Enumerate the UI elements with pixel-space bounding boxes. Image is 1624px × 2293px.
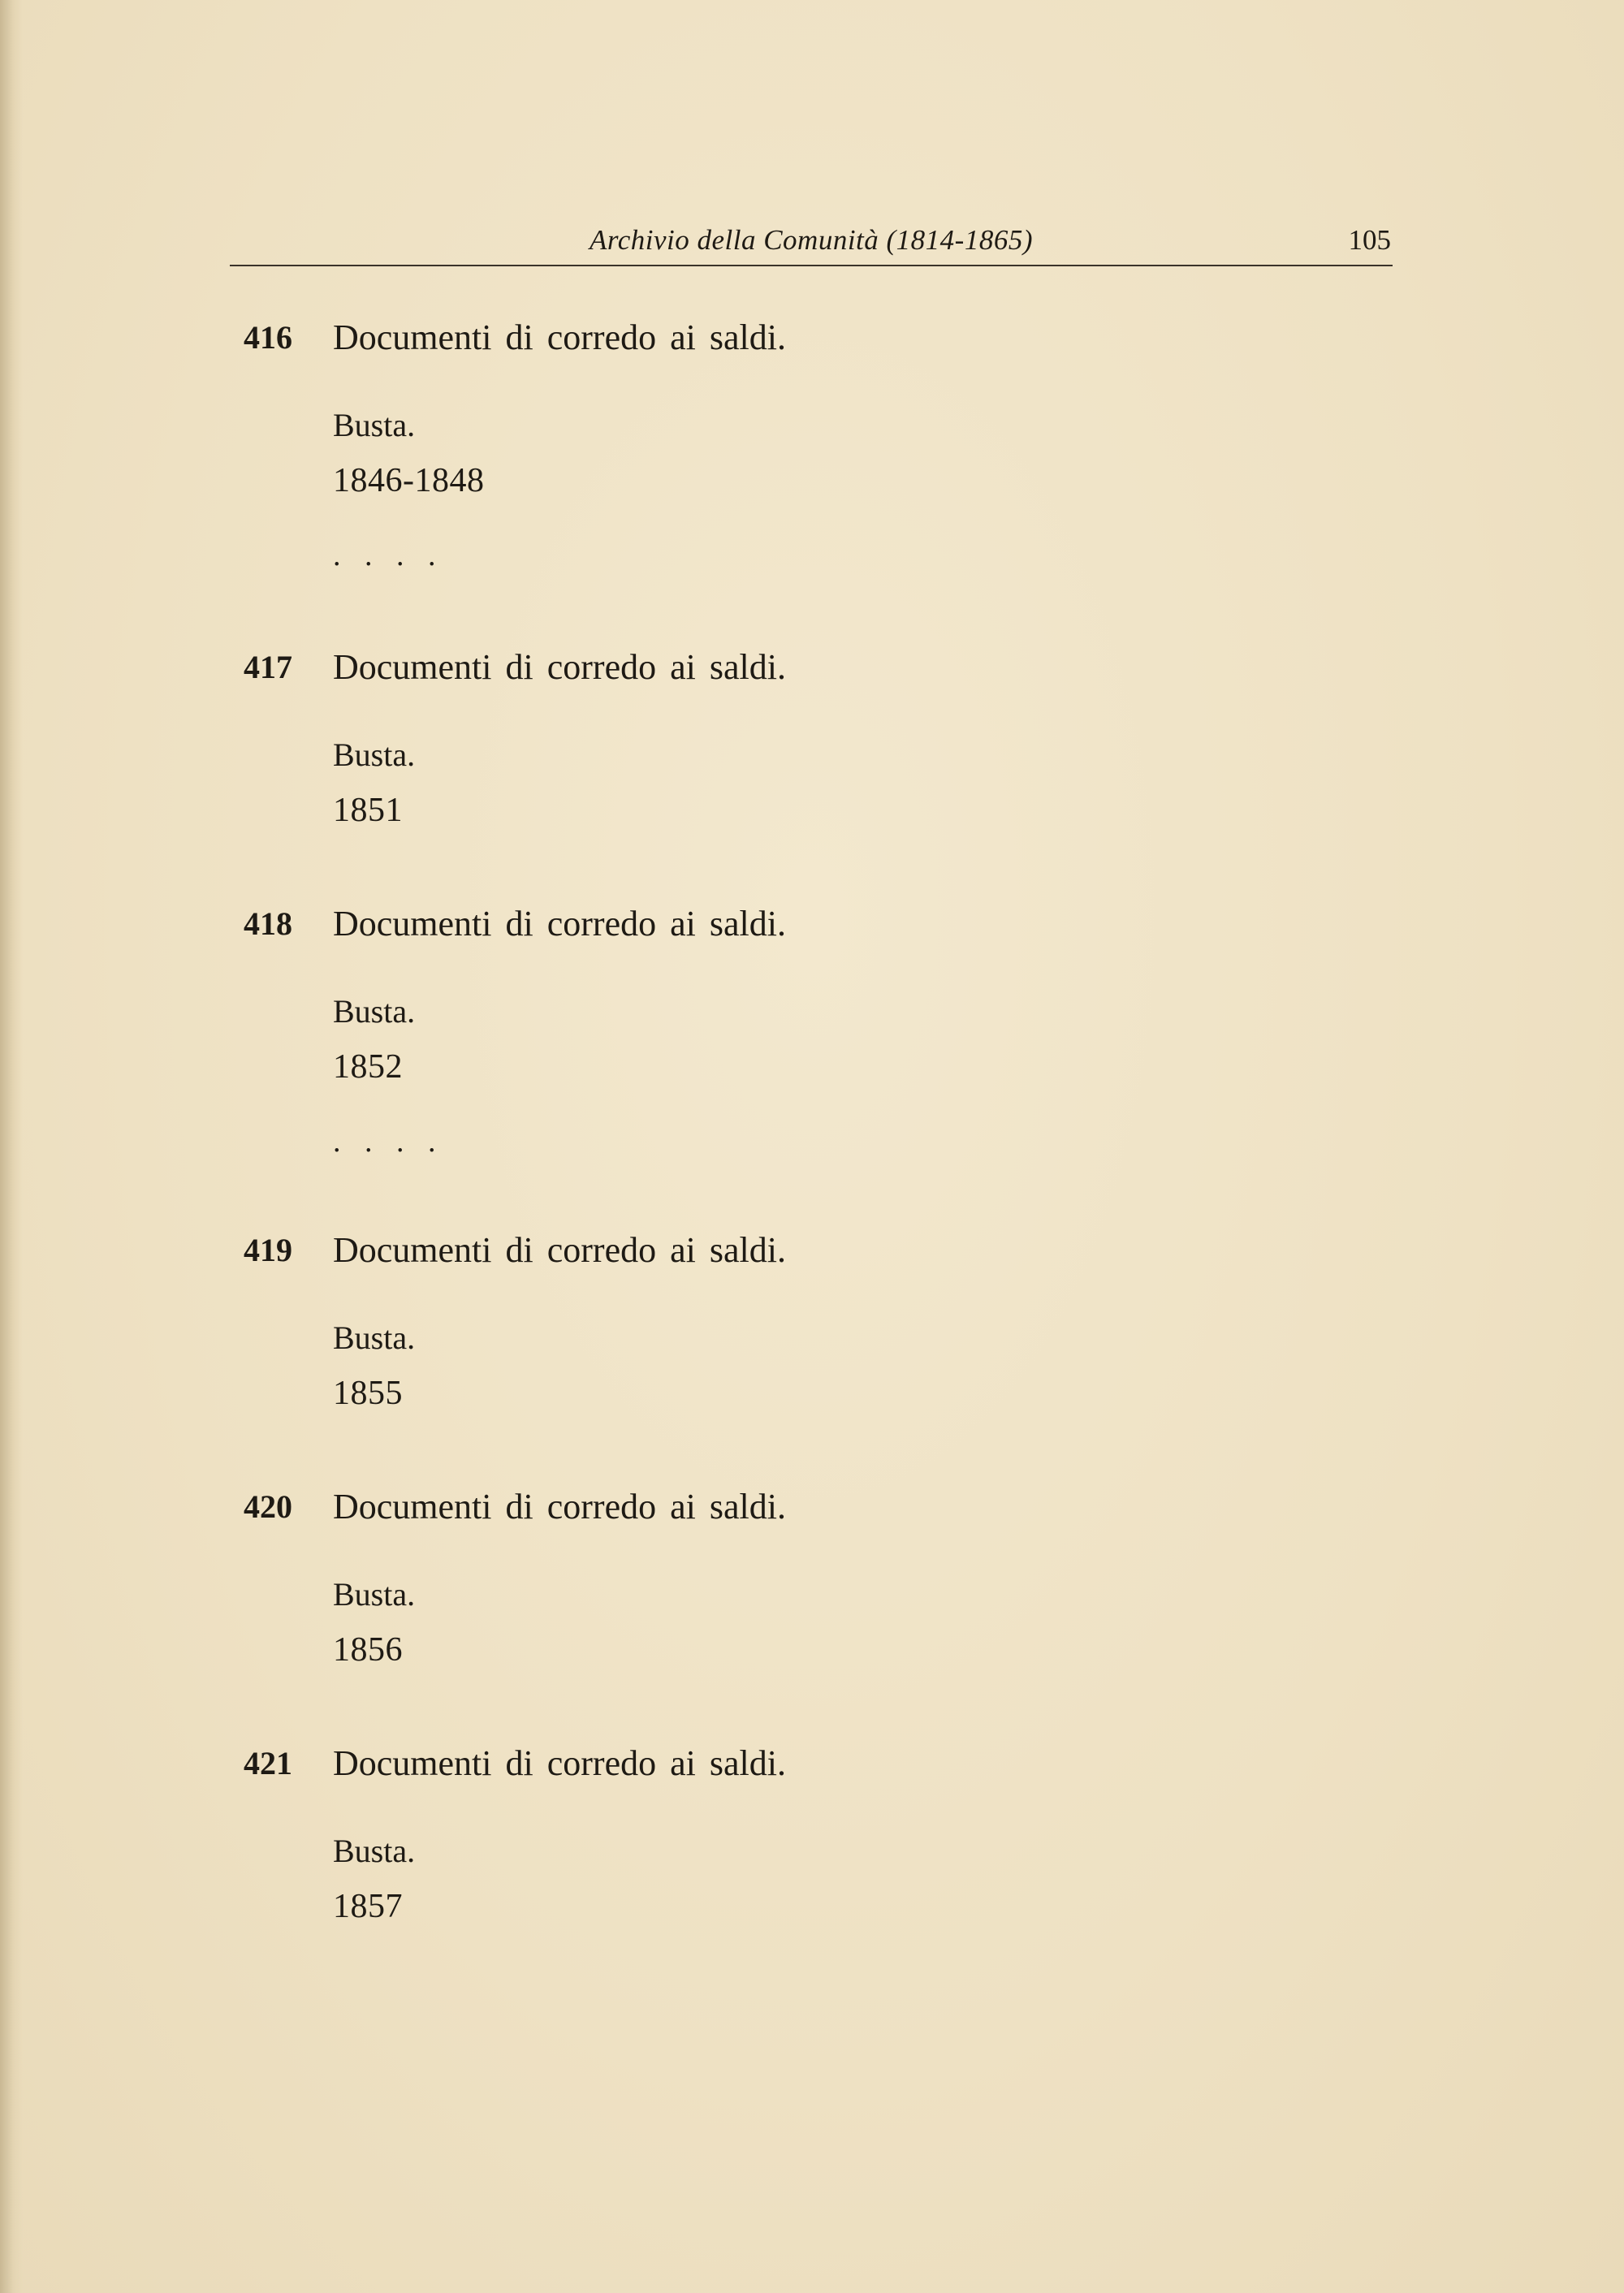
entry-419 — [244, 1230, 1299, 1412]
entry-head — [244, 648, 1299, 697]
entry-title: Documenti di corredo ai saldi. — [333, 1230, 786, 1270]
page-number: 105 — [1348, 224, 1391, 256]
entry-number: 421 — [244, 1745, 292, 1781]
entry-416 — [244, 317, 1299, 572]
entry-date: 1846-1848 — [333, 462, 485, 499]
running-header — [230, 219, 1393, 266]
gutter-shadow — [0, 0, 23, 2293]
entry-number: 419 — [244, 1232, 292, 1268]
entry-number: 416 — [244, 319, 292, 356]
entry-421 — [244, 1743, 1299, 1925]
entry-date: 1851 — [333, 792, 403, 829]
entry-ellipsis: . . . . — [333, 538, 444, 572]
entry-title: Documenti di corredo ai saldi. — [333, 904, 786, 944]
entry-date: 1855 — [333, 1375, 403, 1412]
entry-head — [244, 905, 1299, 953]
entry-type: Busta. — [333, 1833, 416, 1869]
entry-type: Busta. — [333, 1576, 416, 1613]
entry-date: 1856 — [333, 1631, 403, 1669]
entry-title: Documenti di corredo ai saldi. — [333, 317, 786, 357]
entry-type: Busta. — [333, 407, 416, 443]
entry-title: Documenti di corredo ai saldi. — [333, 1743, 786, 1783]
entry-title: Documenti di corredo ai saldi. — [333, 647, 786, 687]
entry-title: Documenti di corredo ai saldi. — [333, 1487, 786, 1527]
entry-418 — [244, 904, 1299, 1159]
entry-date: 1852 — [333, 1048, 403, 1086]
entry-417 — [244, 647, 1299, 829]
entry-date: 1857 — [333, 1888, 403, 1925]
entry-420 — [244, 1487, 1299, 1669]
entry-ellipsis: . . . . — [333, 1125, 444, 1159]
entry-type: Busta. — [333, 1319, 416, 1356]
entry-head — [244, 1488, 1299, 1536]
entry-number: 418 — [244, 905, 292, 942]
entry-type: Busta. — [333, 736, 416, 773]
entry-head — [244, 318, 1299, 367]
entry-number: 417 — [244, 649, 292, 685]
entry-type: Busta. — [333, 993, 416, 1030]
running-title: Archivio della Comunità (1814-1865) — [590, 224, 1033, 256]
entry-head — [244, 1744, 1299, 1793]
entry-number: 420 — [244, 1488, 292, 1525]
entry-head — [244, 1231, 1299, 1280]
